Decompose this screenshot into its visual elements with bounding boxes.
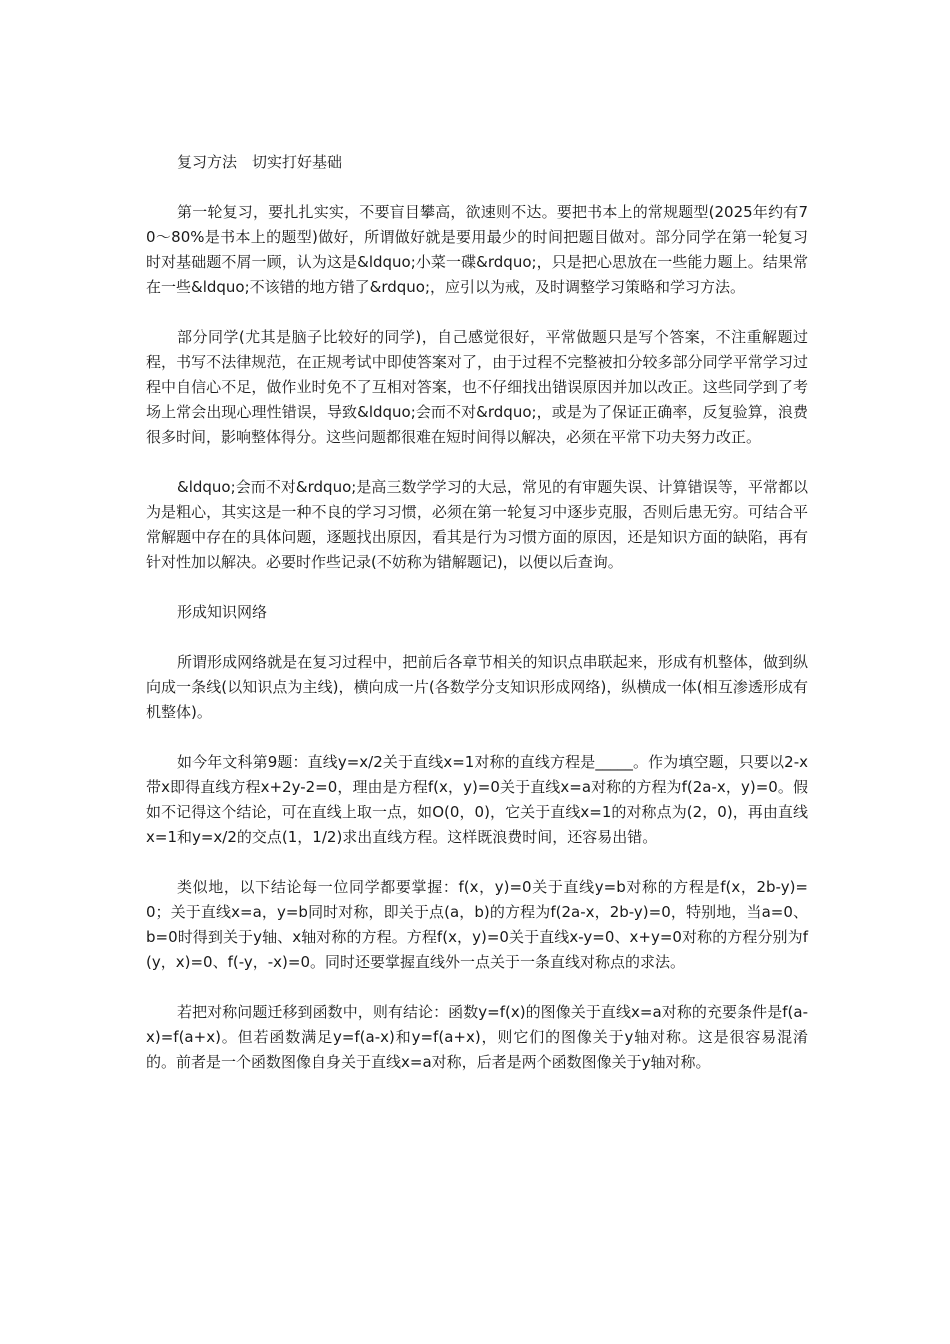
paragraph-first-round-review: 第一轮复习，要扎扎实实，不要盲目攀高，欲速则不达。要把书本上的常规题型(2025年约有70～80%是书本上的题型)做好，所谓做好就是要用最少的时间把题目做对。部分同学在第一轮复习时对基础题不屑一顾，认为这是&ldquo;小菜一碟&rdquo;，只是把心思放在一些能力题上。结果常在一些&ldquo;不该错的地方错了&rdquo;，应引以为戒，及时调整学习策略和学习方法。 — [146, 203, 808, 296]
section-heading-review-method: 复习方法 切实打好基础 — [177, 153, 343, 171]
paragraph-function-symmetry: 若把对称问题迁移到函数中，则有结论：函数y=f(x)的图像关于直线x=a对称的充要条件是f(a-x)=f(a+x)。但若函数满足y=f(a-x)和y=f(a+x)，则它们的图像关于y轴对称。这是很容易混淆的。前者是一个函数图像自身关于直线x=a对称，后者是两个函数图像关于y轴对称。 — [146, 1003, 808, 1071]
paragraph-symmetry-conclusions: 类似地，以下结论每一位同学都要掌握：f(x，y)=0关于直线y=b对称的方程是f(x，2b-y)=0；关于直线x=a，y=b同时对称，即关于点(a，b)的方程为f(2a-x，2b-y)=0，特别地，当a=0、b=0时得到关于y轴、x轴对称的方程。方程f(x，y)=0关于直线x-y=0、x+y=0对称的方程分别为f(y，x)=0、f(-y，-x)=0。同时还要掌握直线外一点关于一条直线对称点的求法。 — [146, 878, 808, 971]
paragraph-network-definition: 所谓形成网络就是在复习过程中，把前后各章节相关的知识点串联起来，形成有机整体，做到纵向成一条线(以知识点为主线)，横向成一片(各数学分支知识形成网络)，纵横成一体(相互渗透形成有机整体)。 — [146, 653, 808, 721]
section-heading-knowledge-network: 形成知识网络 — [177, 603, 268, 621]
document-body — [146, 150, 808, 1100]
paragraph-solving-process: 部分同学(尤其是脑子比较好的同学)，自己感觉很好，平常做题只是写个答案，不注重解题过程，书写不法律规范，在正规考试中即使答案对了，由于过程不完整被扣分较多部分同学平常学习过程中自信心不足，做作业时免不了互相对答案，也不仔细找出错误原因并加以改正。这些同学到了考场上常会出现心理性错误，导致&ldquo;会而不对&rdquo;，或是为了保证正确率，反复验算，浪费很多时间，影响整体得分。这些问题都很难在短时间得以解决，必须在平常下功夫努力改正。 — [146, 328, 808, 446]
paragraph-careless-errors: &ldquo;会而不对&rdquo;是高三数学学习的大忌，常见的有审题失误、计算错误等，平常都以为是粗心，其实这是一种不良的学习习惯，必须在第一轮复习中逐步克服，否则后患无穷。可结合平常解题中存在的具体问题，逐题找出原因，看其是行为习惯方面的原因，还是知识方面的缺陷，再有针对性加以解决。必要时作些记录(不妨称为错解题记)，以便以后查询。 — [146, 478, 808, 571]
paragraph-example-question-9: 如今年文科第9题：直线y=x/2关于直线x=1对称的直线方程是_____。作为填空题，只要以2-x带x即得直线方程x+2y-2=0，理由是方程f(x，y)=0关于直线x=a对称的方程为f(2a-x，y)=0。假如不记得这个结论，可在直线上取一点，如O(0，0)，它关于直线x=1的对称点为(2，0)，再由直线x=1和y=x/2的交点(1，1/2)求出直线方程。这样既浪费时间，还容易出错。 — [146, 753, 808, 846]
